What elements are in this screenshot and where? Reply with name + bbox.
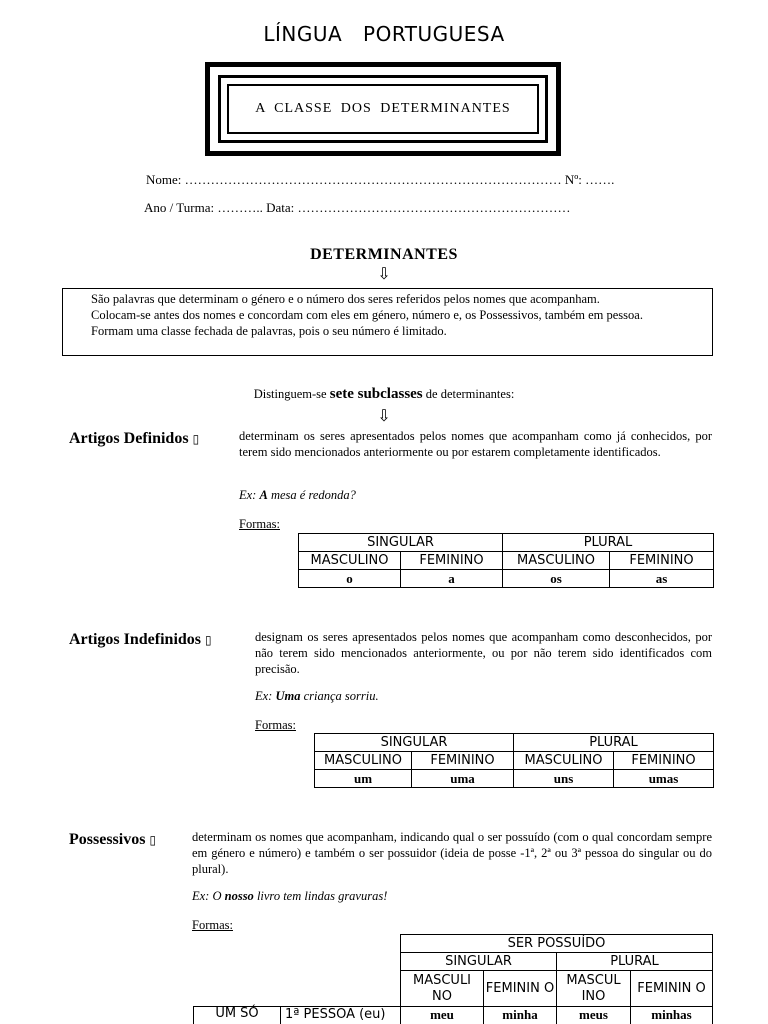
section-title-text: Possessivos (69, 831, 146, 848)
table-cell: uns (514, 770, 614, 788)
section-title-definidos (69, 430, 199, 448)
blank-cell (281, 953, 401, 971)
down-arrow-icon: ⇩ (377, 264, 391, 283)
header-feminine: FEMININO (610, 552, 714, 570)
name-line (146, 172, 614, 188)
title-frame-inner (227, 84, 539, 134)
table-cell: minha (484, 1007, 557, 1024)
date-field[interactable]: ……………………………………………………… (297, 200, 571, 215)
marker-icon: ▯ (205, 633, 212, 647)
example-rest: mesa é redonda? (270, 488, 356, 502)
marker-icon: ▯ (192, 432, 200, 446)
header-plural: PLURAL (503, 534, 714, 552)
header-masculine: MASCULINO (299, 552, 401, 570)
section-heading: DETERMINANTES (310, 246, 458, 263)
table-cell: um (315, 770, 412, 788)
forms-label: Formas: (192, 918, 233, 932)
section-title-text: Artigos Indefinidos (69, 631, 202, 648)
header-ser-possuido: SER POSSUÍDO (401, 935, 713, 953)
example-word: A (259, 488, 268, 502)
table-cell: minhas (631, 1007, 713, 1024)
table-cell: umas (614, 770, 714, 788)
intro-emphasis: sete subclasses (329, 386, 423, 402)
definition-box (62, 288, 713, 356)
forms-table-indefinidos (314, 733, 714, 788)
section-title-indefinidos (69, 631, 212, 649)
row-group-um-so: UM SÓ (194, 1007, 281, 1024)
header-singular: SINGULAR (315, 734, 514, 752)
page-title: LÍNGUA PORTUGUESA (263, 22, 505, 46)
example-word: Uma (275, 689, 301, 703)
date-label: Data: (266, 200, 295, 215)
table-cell: meu (401, 1007, 484, 1024)
header-masculine: MASCULI NO (401, 971, 484, 1007)
header-masculine: MASCULINO (503, 552, 610, 570)
forms-label: Formas: (255, 718, 296, 732)
number-label: Nº: (564, 172, 582, 187)
blank-cell (281, 935, 401, 953)
subclasses-intro (0, 386, 768, 403)
title-frame (205, 62, 561, 156)
forms-table-possessivos (193, 934, 713, 1024)
table-cell: as (610, 570, 714, 588)
box-title: A CLASSE DOS DETERMINANTES (255, 101, 511, 116)
forms-table-definidos (298, 533, 714, 588)
header-singular: SINGULAR (401, 953, 557, 971)
title-frame-middle (218, 75, 548, 143)
header-plural: PLURAL (514, 734, 714, 752)
header-masculine: MASCULINO (315, 752, 412, 770)
blank-cell (194, 953, 281, 971)
header-masculine: MASCULINO (514, 752, 614, 770)
example-rest: livro tem lindas gravuras! (256, 889, 388, 903)
table-cell: uma (412, 770, 514, 788)
example-prefix: Ex: (239, 488, 257, 502)
number-field[interactable]: ……. (585, 172, 615, 187)
header-feminine-plural: FEMININ O (631, 971, 713, 1007)
definition-paragraph: Formam uma classe fechada de palavras, pois o seu número é limitado. (91, 324, 447, 338)
example-prefix: Ex: O (192, 889, 222, 903)
class-date-line (144, 200, 570, 216)
intro-suffix: de determinantes: (425, 387, 515, 401)
section-example (255, 689, 379, 704)
section-title-possessivos (69, 831, 156, 849)
forms-label: Formas: (239, 517, 280, 531)
header-feminine: FEMININO (614, 752, 714, 770)
header-feminine: FEMININO (412, 752, 514, 770)
table-cell: a (401, 570, 503, 588)
blank-cell (194, 935, 281, 953)
example-word: nosso (224, 889, 254, 903)
name-label: Nome: (146, 172, 182, 187)
section-title-text: Artigos Definidos (69, 430, 189, 447)
definition-paragraph: Colocam-se antes dos nomes e concordam com eles em género, número e, os Possessivos, também em pessoa. (91, 308, 643, 322)
name-field[interactable]: …………………………………………………………………………… (184, 172, 562, 187)
section-description: determinam os nomes que acompanham, indicando qual o ser possuído (com o qual concordam sempre em género e número) e também o ser possuidor (ideia de posse -1ª, 2ª ou 3ª pessoa do singular ou do plural). (192, 830, 712, 876)
section-example (239, 488, 356, 503)
row-label-1a-pessoa: 1ª PESSOA (eu) (281, 1007, 401, 1024)
header-singular: SINGULAR (299, 534, 503, 552)
section-description: designam os seres apresentados pelos nomes que acompanham como desconhecidos, por não terem sido mencionados anteriormente, ou por não terem sido identificados com precisão. (255, 630, 712, 676)
section-example (192, 889, 387, 904)
example-prefix: Ex: (255, 689, 273, 703)
table-cell: meus (557, 1007, 631, 1024)
down-arrow-icon: ⇩ (377, 406, 391, 425)
definition-paragraph: São palavras que determinam o género e o número dos seres referidos pelos nomes que acompanham. (91, 292, 600, 306)
header-plural: PLURAL (557, 953, 713, 971)
class-field[interactable]: ……….. (217, 200, 263, 215)
example-rest: criança sorriu. (303, 689, 379, 703)
header-masculine-plural: MASCUL INO (557, 971, 631, 1007)
section-description: determinam os seres apresentados pelos nomes que acompanham como já conhecidos, por terem sido mencionados anteriormente ou por estarem completamente identificados. (239, 429, 712, 459)
blank-cell (194, 971, 281, 1007)
class-label: Ano / Turma: (144, 200, 215, 215)
marker-icon: ▯ (149, 833, 157, 847)
header-feminine: FEMININO (401, 552, 503, 570)
intro-prefix: Distinguem-se (253, 387, 327, 401)
table-cell: o (299, 570, 401, 588)
blank-cell (281, 971, 401, 1007)
header-feminine: FEMININ O (484, 971, 557, 1007)
table-cell: os (503, 570, 610, 588)
